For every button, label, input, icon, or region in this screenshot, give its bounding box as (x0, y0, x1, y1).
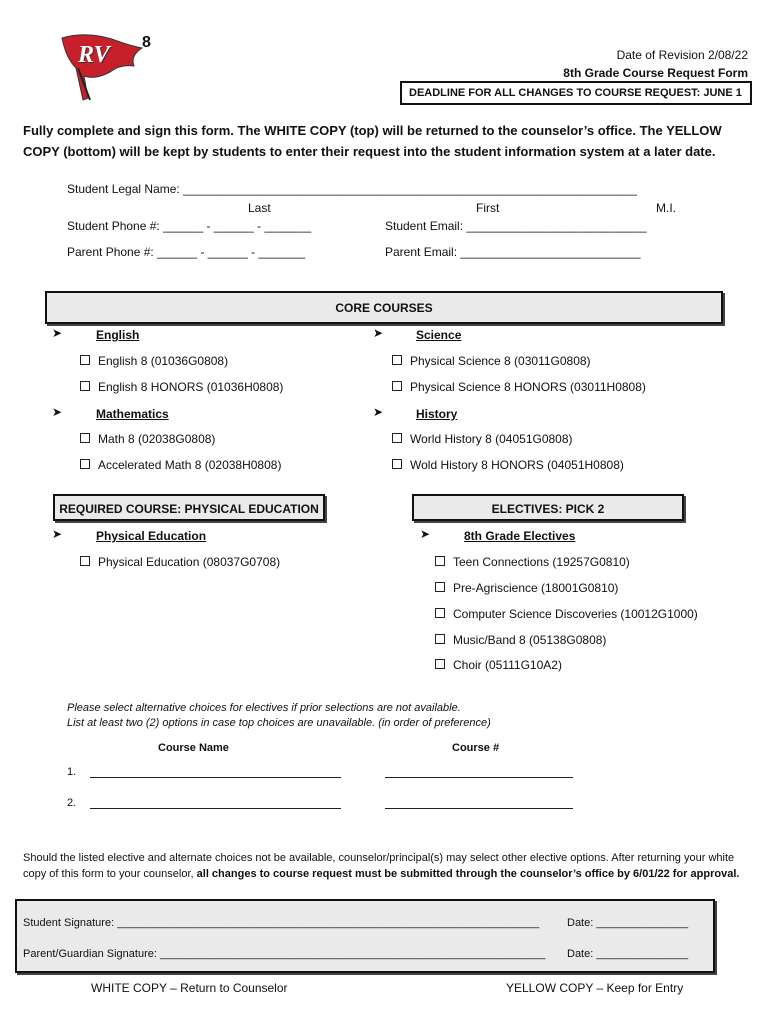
course-label: Teen Connections (19257G0810) (453, 555, 630, 569)
checkbox-world-history-8[interactable] (392, 432, 573, 446)
checkbox-icon[interactable] (392, 355, 402, 365)
core-courses-box (45, 291, 723, 324)
course-label: English 8 HONORS (01036H0808) (98, 380, 284, 394)
course-label: Music/Band 8 (05138G0808) (453, 633, 607, 647)
parent-email[interactable]: Parent Email: ___________________________ (385, 245, 641, 259)
course-label: Computer Science Discoveries (10012G1000) (453, 607, 698, 621)
checkbox-icon[interactable] (392, 433, 402, 443)
alt-row-2-number: 2. (67, 797, 77, 809)
student-legal-name[interactable]: Student Legal Name: ____________________________________________________________________ (67, 182, 637, 196)
course-label: Pre-Agriscience (18001G0810) (453, 581, 619, 595)
checkbox-physical-science-8-honors[interactable] (392, 380, 646, 394)
checkbox-icon[interactable] (435, 582, 445, 592)
arrow-icon: ➤ (420, 527, 431, 541)
alt-row-2-num-line[interactable] (385, 808, 573, 809)
signature-box (15, 899, 715, 973)
checkbox-icon[interactable] (80, 433, 90, 443)
parent-signature[interactable]: Parent/Guardian Signature: _______________________________________________________________ (23, 948, 546, 960)
footer-note (23, 850, 751, 882)
checkbox-accelerated-math-8[interactable] (80, 458, 281, 472)
footer-note-bold: all changes to course request must be submitted through the counselor’s office by 6/01/22 for approval. (196, 868, 740, 880)
yellow-copy-label: YELLOW COPY – Keep for Entry (506, 981, 684, 995)
course-label: World History 8 (04051G0808) (410, 432, 573, 446)
label-mi: M.I. (656, 201, 676, 215)
checkbox-math-8[interactable] (80, 432, 215, 446)
course-label: Accelerated Math 8 (02038H0808) (98, 458, 282, 472)
pe-box (53, 494, 325, 521)
checkbox-icon[interactable] (435, 608, 445, 618)
checkbox-icon[interactable] (80, 556, 90, 566)
course-label: Physical Education (08037G0708) (98, 555, 281, 569)
electives-heading: 8th Grade Electives (464, 529, 576, 543)
checkbox-english-8-honors[interactable] (80, 380, 283, 394)
checkbox-physical-science-8[interactable] (392, 354, 591, 368)
checkbox-elective[interactable] (435, 658, 562, 672)
alt-row-1-num-line[interactable] (385, 777, 573, 778)
history-heading: History (416, 407, 458, 421)
footer-note-normal: Should the listed elective and alternate choices not be available, counselor/principal(s) may select other elective options. After returning your white copy of this form to your counselor, (23, 852, 735, 880)
pe-title: REQUIRED COURSE: PHYSICAL EDUCATION (59, 502, 319, 516)
label-last: Last (248, 201, 271, 215)
course-label: Math 8 (02038G0808) (98, 432, 216, 446)
core-courses-title: CORE COURSES (335, 301, 433, 315)
school-logo (50, 28, 145, 103)
checkbox-icon[interactable] (435, 634, 445, 644)
pe-heading: Physical Education (96, 529, 207, 543)
student-email[interactable]: Student Email: ___________________________ (385, 219, 647, 233)
checkbox-elective[interactable] (435, 633, 606, 647)
col-course-name: Course Name (158, 742, 229, 754)
electives-title: ELECTIVES: PICK 2 (491, 502, 605, 516)
checkbox-icon[interactable] (80, 355, 90, 365)
alternates-note-1: Please select alternative choices for electives if prior selections are not available. (67, 702, 461, 714)
alt-row-1-name-line[interactable] (90, 777, 341, 778)
course-label: English 8 (01036G0808) (98, 354, 229, 368)
math-heading: Mathematics (96, 407, 169, 421)
student-signature[interactable]: Student Signature: _____________________________________________________________________ (23, 917, 540, 929)
revision-date: Date of Revision 2/08/22 (616, 48, 748, 62)
course-label: Choir (05111G10A2) (453, 658, 562, 672)
checkbox-icon[interactable] (80, 459, 90, 469)
arrow-icon: ➤ (52, 527, 63, 541)
checkbox-icon[interactable] (80, 381, 90, 391)
checkbox-icon[interactable] (435, 659, 445, 669)
page-number: 8 (142, 34, 151, 51)
arrow-icon: ➤ (373, 405, 384, 419)
label-first: First (476, 201, 500, 215)
checkbox-english-8[interactable] (80, 354, 228, 368)
white-copy-label: WHITE COPY – Return to Counselor (91, 981, 288, 995)
checkbox-elective[interactable] (435, 581, 618, 595)
english-heading: English (96, 328, 140, 342)
checkbox-elective[interactable] (435, 555, 630, 569)
checkbox-world-history-8-honors[interactable] (392, 458, 624, 472)
checkbox-physical-education[interactable] (80, 555, 280, 569)
form-title: 8th Grade Course Request Form (563, 66, 748, 80)
alt-row-1-number: 1. (67, 766, 77, 778)
checkbox-icon[interactable] (392, 381, 402, 391)
alt-row-2-name-line[interactable] (90, 808, 341, 809)
student-phone[interactable]: Student Phone #: ______ - ______ - _______ (67, 219, 312, 233)
alternates-note-2: List at least two (2) options in case top choices are unavailable. (in order of preference) (67, 717, 491, 729)
science-heading: Science (416, 328, 462, 342)
course-label: Physical Science 8 HONORS (03011H0808) (410, 380, 646, 394)
arrow-icon: ➤ (52, 326, 63, 340)
course-label: Wold History 8 HONORS (04051H0808) (410, 458, 624, 472)
arrow-icon: ➤ (52, 405, 63, 419)
parent-phone[interactable]: Parent Phone #: ______ - ______ - _______ (67, 245, 306, 259)
arrow-icon: ➤ (373, 326, 384, 340)
logo-text: RV (78, 42, 110, 68)
checkbox-elective[interactable] (435, 607, 698, 621)
course-label: Physical Science 8 (03011G0808) (410, 354, 591, 368)
electives-box (412, 494, 684, 521)
checkbox-icon[interactable] (435, 556, 445, 566)
deadline-text: DEADLINE FOR ALL CHANGES TO COURSE REQUEST: JUNE 1 (409, 87, 742, 99)
intro-text: Fully complete and sign this form. The WHITE COPY (top) will be returned to the counselor’s office. The YELLOW COPY (bottom) will be kept by students to enter their request into the student information system at a later date. (23, 123, 722, 159)
deadline-box (400, 81, 752, 105)
student-date[interactable]: Date: _______________ (567, 917, 689, 929)
checkbox-icon[interactable] (392, 459, 402, 469)
parent-date[interactable]: Date: _______________ (567, 948, 689, 960)
col-course-number: Course # (452, 742, 500, 754)
